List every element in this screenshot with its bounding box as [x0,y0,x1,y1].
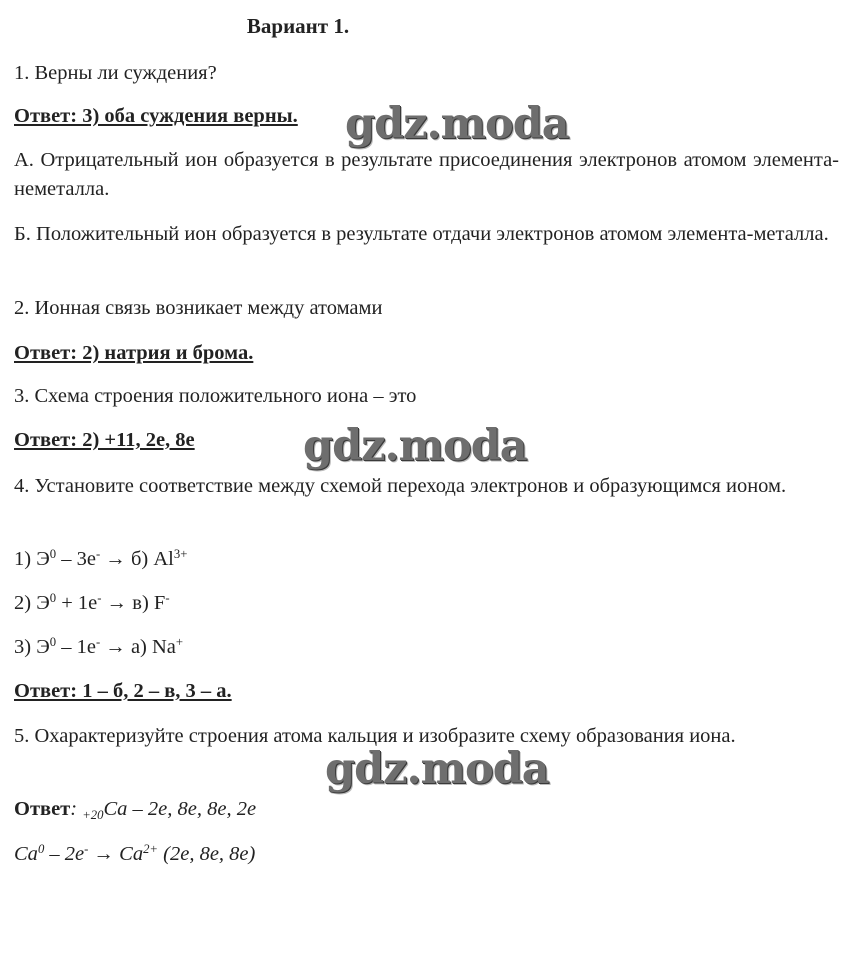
q4-item-1: 1) $Э^0 - 3е^- \to б$) $Al^{3+}$ [14,547,188,570]
watermark-3: gdz.moda [325,744,549,794]
q1-answer: Ответ: 3) оба суждения верны. [14,105,298,127]
q5-question: 5. Охарактеризуйте строения атома кальция и изобразите схему образования иона. [14,725,736,747]
watermark-2: gdz.moda [303,421,527,471]
q4-question: 4. Установите соответствие между схемой перехода электронов и образующимся ионом. [14,475,787,497]
q3-answer: Ответ: 2) +11, 2е, 8е [14,429,195,451]
q1-statement-b: Б. Положительный ион образуется в результате отдачи электронов атомом элемента-металла. [14,223,829,245]
q1-question: 1. Верны ли суждения? [14,62,217,84]
q4-item-3: 3) $Э^0 - 1е^- \to а$) Na+ [14,635,184,658]
q2-answer: Ответ: 2) натрия и брома. [14,342,254,364]
q5-answer: Ответ: $_{+20}$Ca – 2e, 8e, 8e, 2e [14,798,257,823]
q3-question: 3. Схема строения положительного иона – это [14,385,417,407]
watermark-1: gdz.moda [345,99,569,149]
q4-answer: Ответ: 1 – б, 2 – в, 3 – а. [14,680,232,702]
page-title: Вариант 1. [246,14,350,38]
q4-item-2: 2) $Э^0 + 1е^- \to в$) F- [14,591,170,614]
q1-statement-a: А. Отрицательный ион образуется в результате присоединения электронов атомом элемента-неметалла. [14,149,839,200]
q2-question: 2. Ионная связь возникает между атомами [14,297,383,319]
q5-equation: $Ca^0 - 2e^- \to Ca^{2+}$ (2e, 8e, 8e) [14,842,256,865]
